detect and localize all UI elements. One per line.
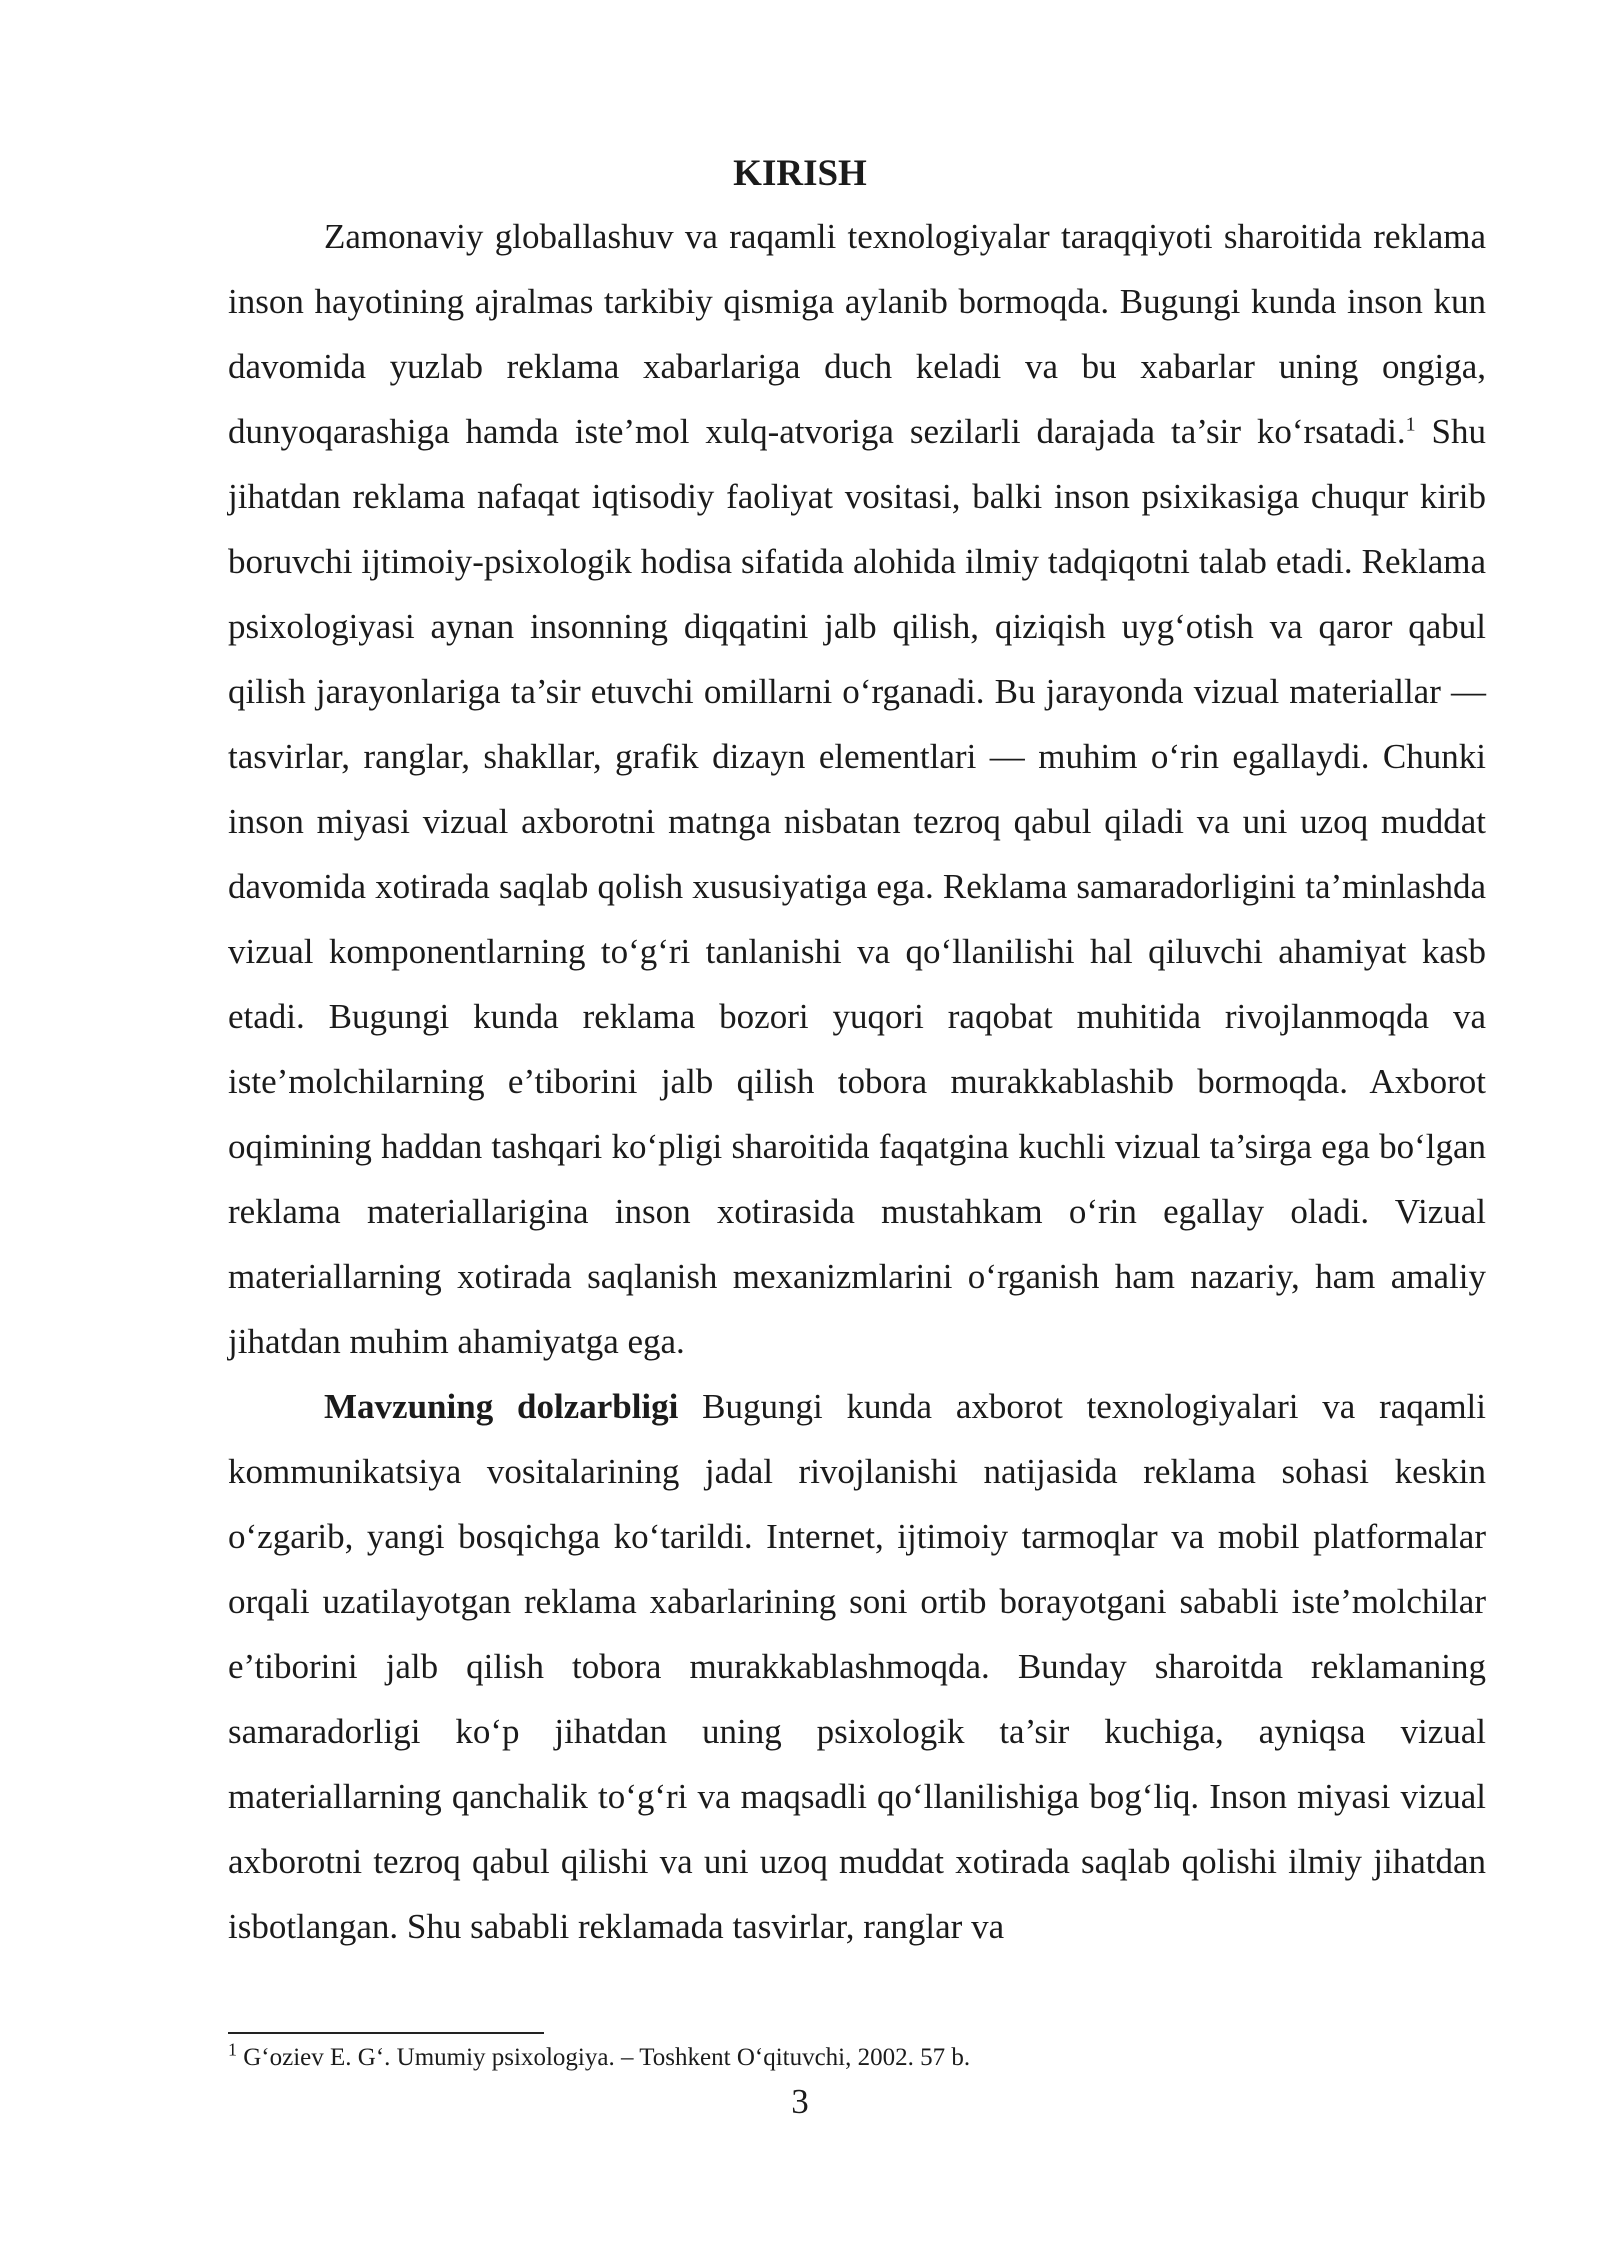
- paragraph-relevance-text: Bugungi kunda axborot texnologiyalari va raqamli kommunikatsiya vositalarining jadal rivojlanishi natijasida reklama sohasi keskin o‘zgarib, yangi bosqichga ko‘tarildi. Internet, ijtimoiy tarmoqlar va mobil platformalar orqali uzatilayotgan reklama xabarlarining soni ortib borayotgani sababli iste’molchilar e’tiborini jalb qilish tobora murakkablashmoqda. Bunday sharoitda reklamaning samaradorligi ko‘p jihatdan uning psixologik ta’sir kuchiga, ayniqsa vizual materiallarning qanchalik to‘g‘ri va maqsadli qo‘llanilishiga bog‘liq. Inson miyasi vizual axborotni tezroq qabul qilishi va uni uzoq muddat xotirada saqlab qolishi ilmiy jihatdan isbotlangan. Shu sababli reklamada tasvirlar, ranglar va: [228, 1387, 1486, 1946]
- footnote-separator: [228, 2032, 544, 2034]
- page-number: 3: [791, 2082, 809, 2121]
- paragraph-intro-continuation: Shu jihatdan reklama nafaqat iqtisodiy faoliyat vositasi, balki inson psixikasiga chuqur kirib boruvchi ijtimoiy-psixologik hodisa sifatida alohida ilmiy tadqiqotni talab etadi. Reklama psixologiyasi aynan insonning diqqatini jalb qilish, qiziqish uyg‘otish va qaror qabul qilish jarayonlariga ta’sir etuvchi omillarni o‘rganadi. Bu jarayonda vizual materiallar — tasvirlar, ranglar, shakllar, grafik dizayn elementlari — muhim o‘rin egallaydi. Chunki inson miyasi vizual axborotni matnga nisbatan tezroq qabul qiladi va uni uzoq muddat davomida xotirada saqlab qolish xususiyatiga ega. Reklama samaradorligini ta’minlashda vizual komponentlarning to‘g‘ri tanlanishi va qo‘llanilishi hal qiluvchi ahamiyat kasb etadi. Bugungi kunda reklama bozori yuqori raqobat muhitida rivojlanmoqda va iste’molchilarning e’tiborini jalb qilish tobora murakkablashib bormoqda. Axborot oqimining haddan tashqari ko‘pligi sharoitida faqatgina kuchli vizual ta’sirga ega bo‘lgan reklama materiallarigina inson xotirasida mustahkam o‘rin egallay oladi. Vizual materiallarning xotirada saqlanish mexanizmlarini o‘rganish ham nazariy, ham amaliy jihatdan muhim ahamiyatga ega.: [228, 412, 1486, 1361]
- relevance-term: Mavzuning dolzarbligi: [324, 1387, 679, 1426]
- section-heading: KIRISH: [733, 153, 867, 194]
- footnote-text: G‘oziev E. G‘. Umumiy psixologiya. – Toshkent O‘qituvchi, 2002. 57 b.: [237, 2044, 971, 2071]
- body-text: [228, 204, 1486, 1959]
- footnote-reference: 1: [1405, 413, 1416, 436]
- paragraph-intro: [228, 204, 1486, 1374]
- paragraph-relevance: [228, 1374, 1486, 1959]
- footnote-mark: 1: [228, 2039, 237, 2060]
- footnote: [228, 2040, 1486, 2076]
- paragraph-intro-text: Zamonaviy globallashuv va raqamli texnologiyalar taraqqiyoti sharoitida reklama inson hayotining ajralmas tarkibiy qismiga aylanib bormoqda. Bugungi kunda inson kun davomida yuzlab reklama xabarlariga duch keladi va bu xabarlar uning ongiga, dunyoqarashiga hamda iste’mol xulq-atvoriga sezilarli darajada ta’sir ko‘rsatadi.: [228, 217, 1486, 451]
